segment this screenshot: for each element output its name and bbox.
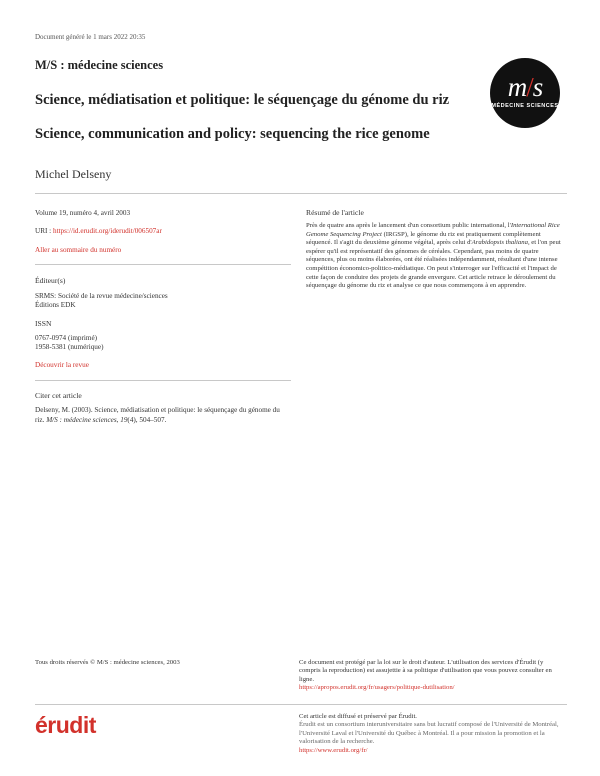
article-title-en: Science, communication and policy: sequencing the rice genome [35,126,430,142]
uri-line [35,227,162,237]
erudit-info [299,713,561,755]
citation [35,406,285,425]
publisher-2: Éditions EDK [35,301,76,309]
logo-subtitle: MÉDECINE SCIENCES [491,103,559,109]
issn-print: 0767-0974 (imprimé) [35,334,98,342]
abstract-part-1: Près de quatre ans après le lancement d'un consortium public international, l' [306,222,511,229]
issue-summary-link[interactable]: Aller au sommaire du numéro [35,246,122,254]
cite-label: Citer cet article [35,391,82,400]
publisher-label: Éditeur(s) [35,276,66,285]
erudit-link[interactable]: https://www.erudit.org/fr/ [299,746,368,754]
citation-journal: M/S : médecine sciences, 19 [46,415,128,424]
abstract-italic-1: International Rice Genome Sequencing Project [306,222,560,238]
citation-tail: (4), 504–507. [127,415,167,424]
abstract-label: Résumé de l'article [306,208,364,217]
abstract-italic-2: Arabidopsis thaliana [471,239,528,247]
journal-logo [490,58,560,128]
policy-link[interactable]: https://apropos.erudit.org/fr/usagers/politique-dutilisation/ [299,684,455,692]
copyright-notice: Tous droits réservés © M/S : médecine sciences, 2003 [35,659,180,666]
logo-mark: m/s [507,72,543,102]
author-name: Michel Delseny [35,167,112,181]
article-title-fr: Science, médiatisation et politique: le séquençage du génome du riz [35,92,450,108]
publisher-1: SRMS: Société de la revue médecine/sciences [35,292,168,300]
abstract-text [306,222,564,291]
erudit-title: Cet article est diffusé et préservé par Érudit. [299,713,417,720]
header-divider [35,193,567,194]
left-divider-2 [35,380,291,381]
erudit-description: Érudit est un consortium interuniversitaire sans but lucratif composé de l'Université de Montréal, l'Université Laval et l'Université du Québec à Montréal. Il a pour mission la promotion et la valorisation de la recherche. [299,721,559,746]
footer-divider [35,704,567,705]
abstract-part-2: (IRGSP), le génome du riz est pratiquement complètement séquencé. Il s'agit du deuxième génome végétal, après celui d' [306,230,541,247]
citation-text: Delseny, M. (2003). Science, médiatisation et politique: le séquençage du génome du riz. [35,406,280,424]
discover-journal-link[interactable]: Découvrir la revue [35,361,89,369]
generated-note: Document généré le 1 mars 2022 20:35 [35,33,146,41]
uri-label: URI : [35,227,52,235]
volume-info: Volume 19, numéro 4, avril 2003 [35,209,131,217]
issn-label: ISSN [35,319,52,328]
issn-digital: 1958-5381 (numérique) [35,343,104,351]
uri-link[interactable]: https://id.erudit.org/iderudit/006507ar [52,227,162,235]
legal-notice [299,659,561,693]
abstract-part-3: , et l'on peut espérer qu'il est représentatif des génomes de céréales. Cependant, pas moins de quatre séquences, plus ou moins élaborées, ont été réalisées indépendamment, résultant d'une intense compétition économico-politico-médiatique. On peut s'interroger sur l'efficacité et l'impact de cette façon de conduire des projets de grande envergure. Cet article retrace le déroulement du séquençage du génome du riz et analyse ce que nous commençons à en apprendre. [306,239,561,290]
erudit-logo: érudit [35,712,96,738]
journal-name: M/S : médecine sciences [35,58,164,72]
left-divider-1 [35,264,291,265]
legal-text: Ce document est protégé par la loi sur le droit d'auteur. L'utilisation des services d'Érudit (y compris la reproduction) est assujettie à sa politique d'utilisation que vous pouvez consulter en ligne. [299,659,552,683]
